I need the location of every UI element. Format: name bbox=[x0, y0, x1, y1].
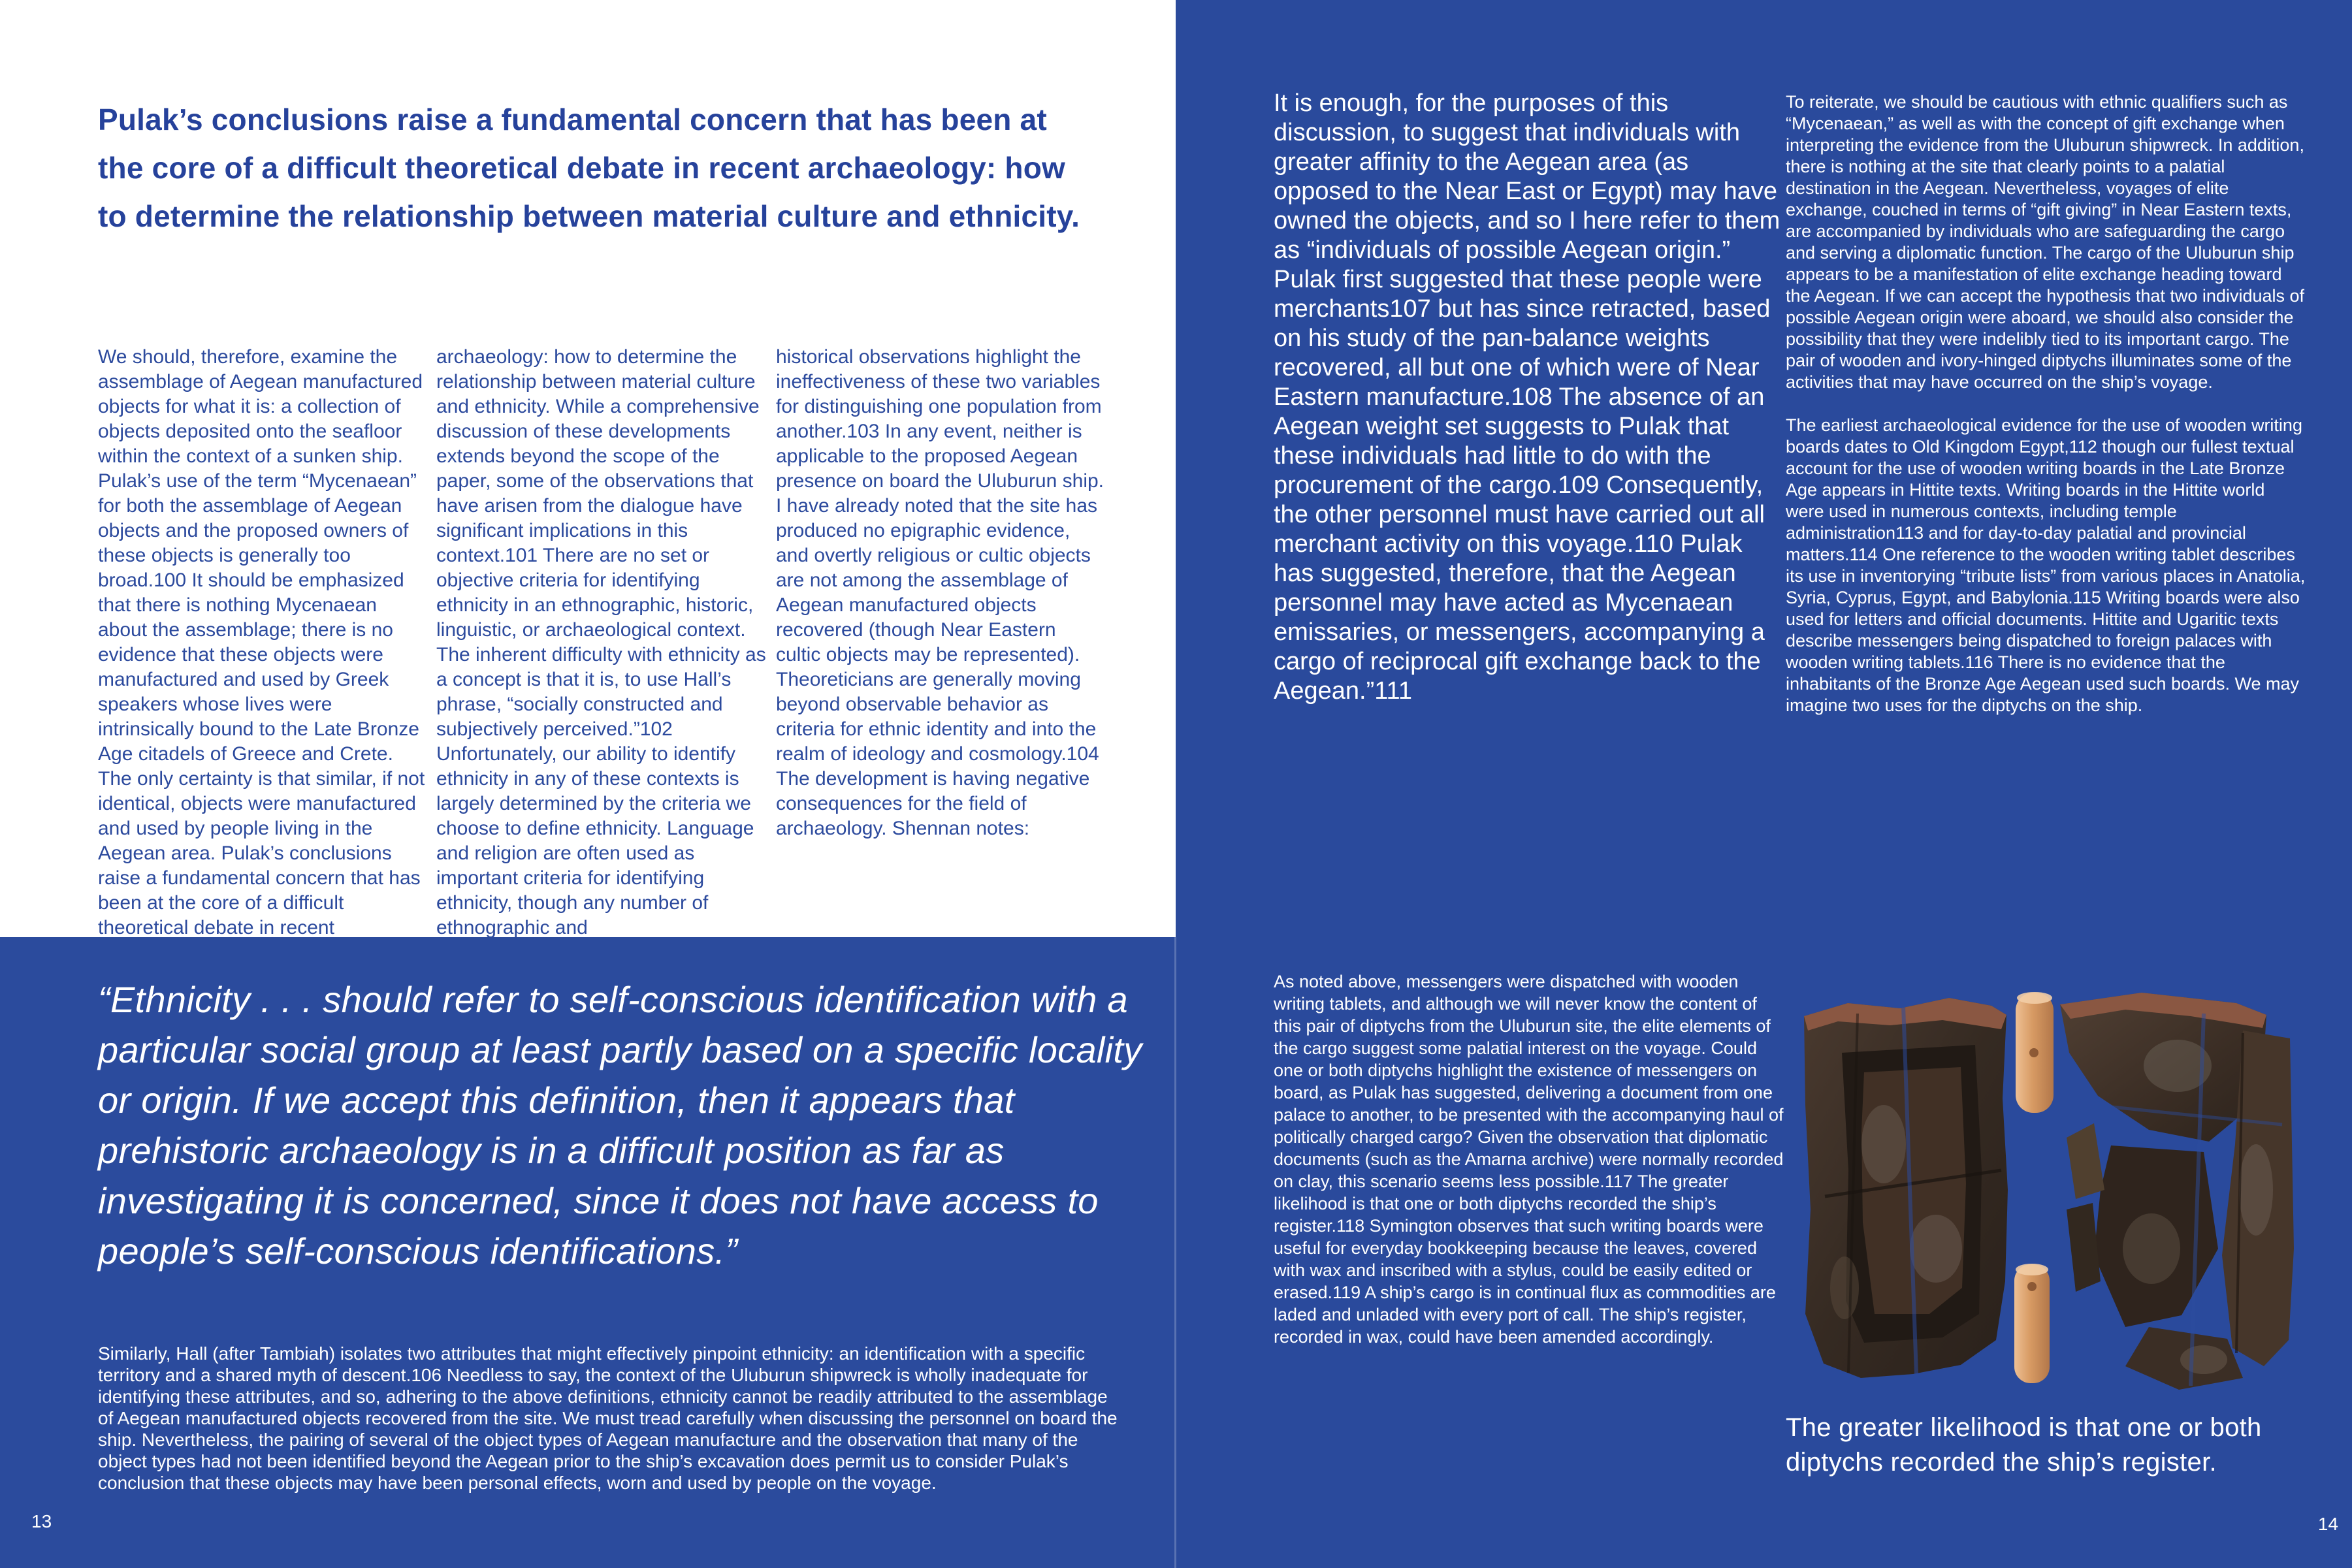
left-column-1: We should, therefore, examine the assemblage of Aegean manufactured objects for what it is: a collection of objects deposited onto the seafloor within the context of a sunken ship. Pulak’s use of the term “Mycenaean” for both the assemblage of Aegean objects and the proposed owners of these objects is generally too broad.100 It should be emphasized that there is nothing Mycenaean about the assemblage; there is no evidence that these objects were manufactured and used by Greek speakers whose lives were intrinsically bound to the Late Bronze Age citadels of Greece and Crete. The only certainty is that similar, if not identical, objects were manufactured and used by people living in the Aegean area. Pulak’s conclusions raise a fundamental concern that has been at the core of a difficult theoretical debate in recent bbox=[98, 346, 425, 938]
right-column-paragraph-1: To reiterate, we should be cautious with ethnic qualifiers such as “Mycenaean,” as well as with the concept of gift exchange when interpreting the evidence from the Uluburun shipwreck. In addition, there is nothing at the site that clearly points to a palatial destination in the Aegean. Nevertheless, voyages of elite exchange, couched in terms of “gift giving” in Near Eastern texts, are accompanied by individuals who are safeguarding the cargo and serving a diplomatic function. The cargo of the Uluburun ship appears to be a manifestation of elite exchange heading toward the Aegean. If we can accept the hypothesis that two individuals of possible Aegean origin were aboard, we should also consider the possibility that they were indelibly tied to its important cargo. The pair of wooden and ivory-hinged diptychs illuminates some of the activities that may have occurred on the ship’s voyage. bbox=[1786, 92, 2305, 392]
left-column-2: archaeology: how to determine the relationship between material culture and ethnicity. While a comprehensive discussion of these developments extends beyond the scope of the paper, some of the observations that have arisen from the dialogue have significant implications in this context.101 There are no set or objective criteria for identifying ethnicity in an ethnographic, historic, linguistic, or archaeological context. The inherent difficulty with ethnicity as a concept is that it is, to use Hall’s phrase, “socially constructed and subjectively perceived.”102 Unfortunately, our ability to identify ethnicity in any of these contexts is largely determined by the criteria we choose to define ethnicity. Language and religion are often used as important criteria for identifying ethnicity, though any number of ethnographic and bbox=[436, 346, 766, 938]
as-noted-paragraph: As noted above, messengers were dispatched with wooden writing tablets, and although we will never know the content of this pair of diptychs from the Uluburun site, the elite elements of the cargo suggest some palatial interest on the voyage. Could one or both diptychs highlight the existence of messengers on board, as Pulak has suggested, delivering a document from one palace to another, to be presented with the accompanying haul of politically charged cargo? Given the observation that diplomatic documents (such as the Amarna archive) were normally recorded on clay, this scenario seems less possible.117 The greater likelihood is that one or both diptychs recorded the ship’s register.118 Symington observes that such writing boards were useful for everyday bookkeeping because the leaves, covered with wax and inscribed with a stylus, could be easily edited or erased.119 A ship’s cargo is in continual flux as commodities are laded and unladed with every port of call. The ship’s register, recorded in wax, could have been amended accordingly. bbox=[1274, 972, 1784, 1347]
diptych-right-leaf bbox=[2060, 993, 2294, 1390]
ivory-hinge-pegs bbox=[2014, 992, 2054, 1383]
right-outer-column bbox=[1786, 91, 2307, 738]
page-number-13: 13 bbox=[31, 1511, 52, 1531]
photo-caption: The greater likelihood is that one or both diptychs recorded the ship’s register. bbox=[1786, 1413, 2262, 1477]
right-lead-paragraph: It is enough, for the purposes of this discussion, to suggest that individuals with greater affinity to the Aegean area (as opposed to the Near East or Egypt) may have owned the objects, and so I here refer to them as “individuals of possible Aegean origin.” Pulak first suggested that these people were merchants107 but has since retracted, based on his study of the pan-balance weights recovered, all but one of which were of Near Eastern manufacture.108 The absence of an Aegean weight set suggests to Pulak that these individuals had little to do with the procurement of the cargo.109 Consequently, the other personnel must have carried out all merchant activity on this voyage.110 Pulak has suggested, therefore, that the Aegean personnel may have acted as Mycenaean emissaries, or messengers, accompanying a cargo of reciprocal gift exchange back to the Aegean.”111 bbox=[1274, 89, 1780, 705]
diptych-photo bbox=[1786, 974, 2308, 1398]
page-gutter-seam bbox=[1174, 937, 1176, 1568]
diptych-photo-illustration bbox=[1786, 974, 2308, 1398]
right-column-paragraph-2: The earliest archaeological evidence for the use of wooden writing boards dates to Old Kingdom Egypt,112 though our fullest textual account for the use of wooden writing boards in the Late Bronze Age appears in Hittite texts. Writing boards in the Hittite world were used in numerous contexts, including temple administration113 and for day-to-day palatial and provincial matters.114 One reference to the wooden writing tablet describes its use in inventorying “tribute lists” from various places in Anatolia, Syria, Cyprus, Egypt, and Babylonia.115 Writing boards were also used for letters and official documents. Hittite and Ugaritic texts describe messengers being dispatched to foreign palaces with wooden writing tablets.116 There is no evidence that the inhabitants of the Bronze Age Aegean used such boards. We may imagine two uses for the diptychs on the ship. bbox=[1786, 415, 2306, 715]
left-page-heading: Pulak’s conclusions raise a fundamental concern that has been at the core of a difficult theoretical debate in recent archaeology: how to determine the relationship between material culture and ethnicity. bbox=[98, 103, 1080, 233]
shennan-pullquote: “Ethnicity . . . should refer to self-conscious identification with a particular social group at least partly based on a specific locality or origin. If we accept this definition, then it appears that prehistoric archaeology is in a difficult position as far as investigating it is concerned, since it does not have access to people’s self-conscious identifications.” bbox=[98, 979, 1142, 1272]
left-column-3: historical observations highlight the ineffectiveness of these two variables for distinguishing one population from another.103 In any event, neither is applicable to the proposed Aegean presence on board the Uluburun ship. I have already noted that the site has produced no epigraphic evidence, and overtly religious or cultic objects are not among the assemblage of Aegean manufactured objects recovered (though Near Eastern cultic objects may be represented). Theoreticians are generally moving beyond observable behavior as criteria for ethnic identity and into the realm of ideology and cosmology.104 The development is having negative consequences for the field of archaeology. Shennan notes: bbox=[776, 346, 1104, 839]
page-number-14: 14 bbox=[2317, 1514, 2338, 1534]
left-footer-paragraph: Similarly, Hall (after Tambiah) isolates two attributes that might effectively pinpoint ethnicity: an identification with a specific territory and a shared myth of descent.106 Needless to say, the context of the Uluburun shipwreck is wholly inadequate for identifying these attributes, and so, adhering to the above definitions, ethnicity cannot be readily attributed to the assemblage of Aegean manufactured objects recovered from the site. We must tread carefully when discussing the personnel on board the ship. Nevertheless, the pairing of several of the object types of Aegean manufacture and the observation that many of the object types had not been identified beyond the Aegean prior to the ship’s excavation does permit us to consider Pulak’s conclusion that these objects may have been personal effects, worn and used by people on the voyage. bbox=[98, 1343, 1118, 1493]
diptych-left-leaf bbox=[1804, 998, 2008, 1378]
